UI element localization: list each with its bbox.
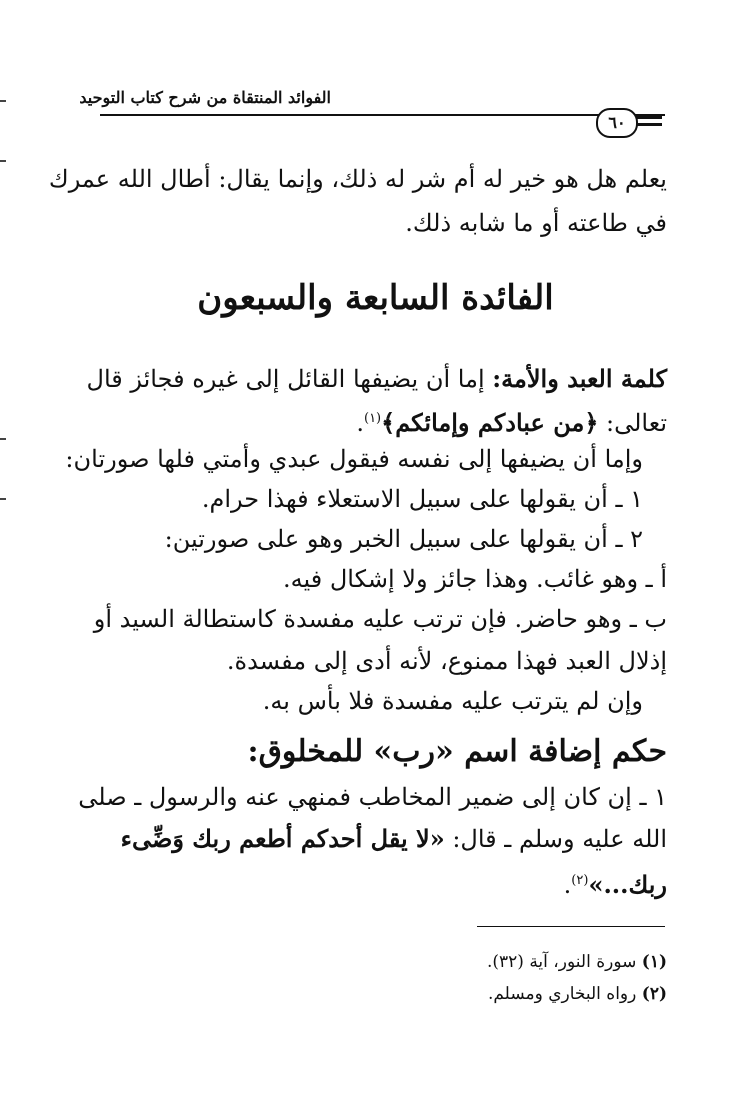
footnote	[487, 950, 667, 974]
body-line: يعلم هل هو خير له أم شر له ذلك، وإنما يقال: أطال الله عمرك	[48, 165, 667, 193]
footnote-text: رواه البخاري ومسلم.	[487, 984, 637, 1004]
footnote-ref: (١)	[363, 411, 382, 426]
running-header-title: الفوائد المنتقاة من شرح كتاب التوحيد	[79, 88, 331, 107]
body-text: .	[563, 871, 572, 899]
hadith-quote: ربك...»	[588, 870, 667, 899]
header-rule	[100, 114, 665, 116]
body-line	[356, 402, 667, 440]
list-item: ٢ ـ أن يقولها على سبيل الخبر وهو على صورتين:	[164, 525, 643, 553]
margin-mark	[0, 498, 6, 500]
footnote	[488, 982, 667, 1006]
list-item: ١ ـ إن كان إلى ضمير المخاطب فمنهي عنه والرسول ـ صلى	[78, 783, 667, 811]
hadith-quote: «لا يقل أحدكم أطعم ربك وَضِّىء	[120, 824, 445, 853]
body-line: وإن لم يترتب عليه مفسدة فلا بأس به.	[262, 687, 643, 715]
body-line: إذلال العبد فهذا ممنوع، لأنه أدى إلى مفسدة.	[226, 647, 667, 675]
page-number-badge: ٦٠	[596, 108, 638, 138]
header-ornament	[636, 123, 662, 126]
margin-mark	[0, 438, 6, 440]
section-heading: الفائدة السابعة والسبعون	[197, 278, 554, 318]
term-label: كلمة العبد والأمة:	[492, 364, 667, 393]
subsection-heading: حكم إضافة اسم «رب» للمخلوق:	[247, 734, 667, 769]
body-text: إما أن يضيفها القائل إلى غيره فجائز قال	[86, 365, 493, 393]
list-item: ١ ـ أن يقولها على سبيل الاستعلاء فهذا حرام.	[201, 485, 643, 513]
body-text: .	[356, 409, 364, 437]
footnote-ref: (٢)	[571, 873, 589, 888]
footnote-number: (١)	[641, 952, 667, 972]
list-item: ب ـ وهو حاضر. فإن ترتب عليه مفسدة كاستطالة السيد أو	[93, 605, 667, 633]
body-line: في طاعته أو ما شابه ذلك.	[405, 209, 667, 237]
body-line	[564, 864, 667, 902]
footnote-number: (٢)	[641, 984, 667, 1004]
body-line	[87, 362, 667, 396]
quran-quote: ﴿من عبادكم وإمائكم﴾	[381, 408, 599, 437]
list-item: أ ـ وهو غائب. وهذا جائز ولا إشكال فيه.	[283, 565, 667, 593]
body-line: وإما أن يضيفها إلى نفسه فيقول عبدي وأمتي فلها صورتان:	[65, 445, 643, 473]
footnote-rule	[477, 926, 665, 927]
footnote-text: سورة النور، آية (٣٢).	[486, 952, 637, 972]
margin-mark	[0, 100, 6, 102]
header-ornament	[636, 116, 662, 119]
margin-mark	[0, 160, 6, 162]
body-text: الله عليه وسلم ـ قال:	[444, 825, 667, 853]
body-text: تعالى:	[598, 409, 667, 437]
body-line	[121, 822, 667, 856]
